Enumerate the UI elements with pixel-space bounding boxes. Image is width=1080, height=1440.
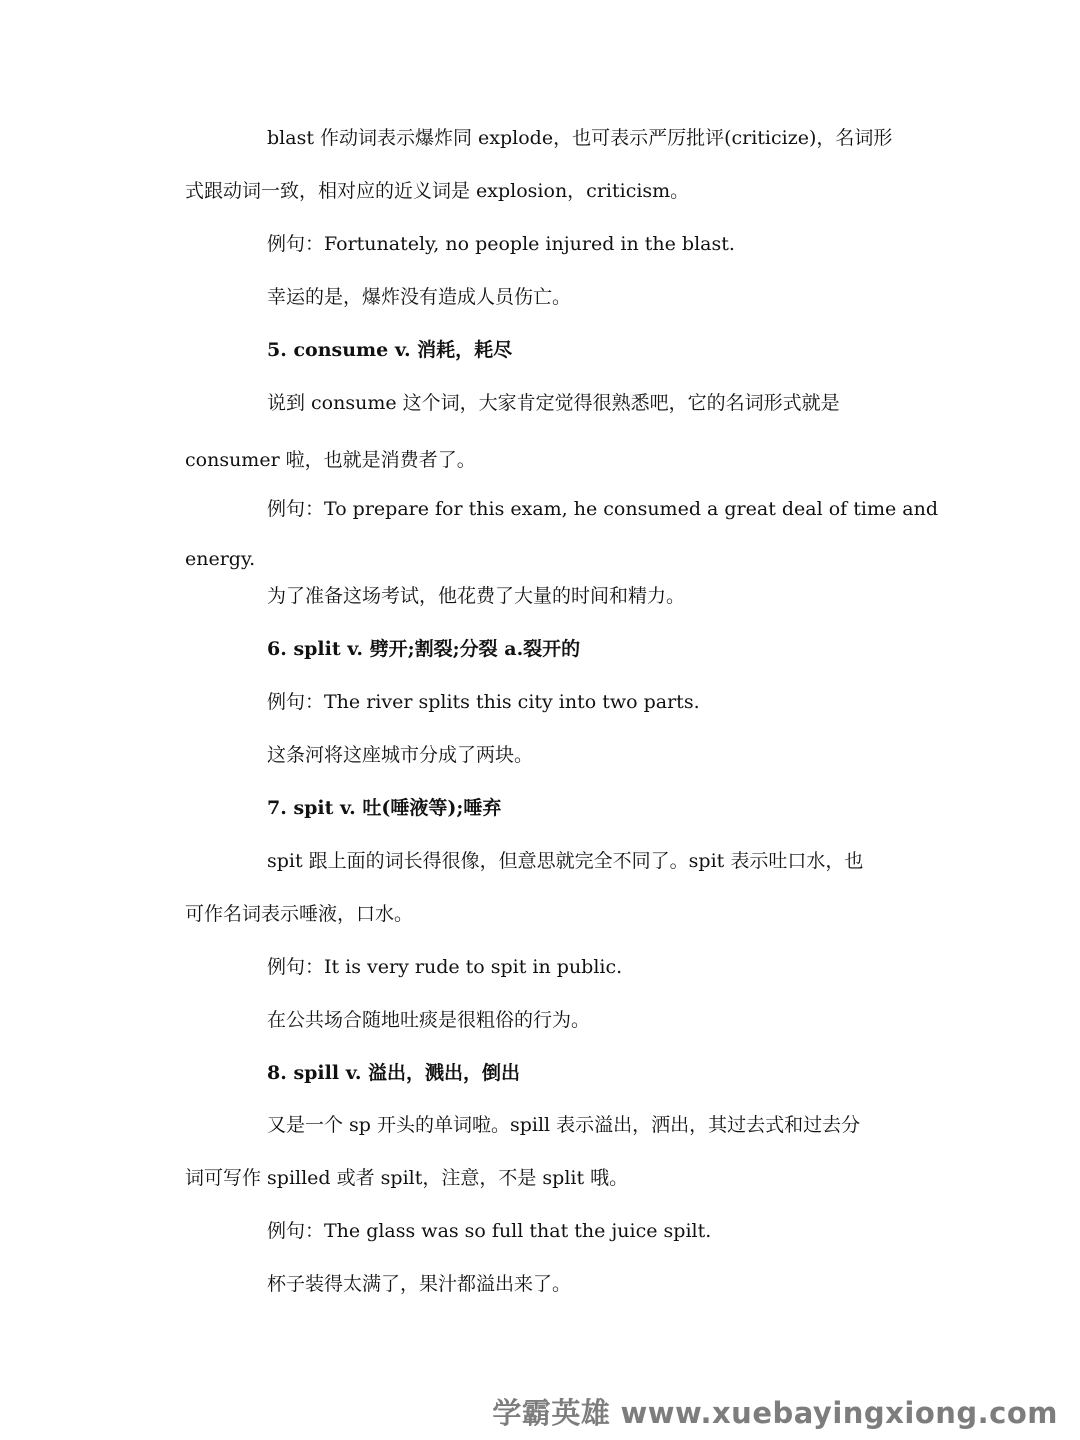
paragraph-spill-line2: 词可写作 spilled 或者 spilt，注意，不是 split 哦。 xyxy=(185,1167,629,1189)
paragraph-consume-line1: 说到 consume 这个词，大家肯定觉得很熟悉吧，它的名词形式就是 xyxy=(267,392,840,414)
watermark xyxy=(492,1391,1058,1432)
heading-consume: 5. consume v. 消耗，耗尽 xyxy=(267,339,513,361)
paragraph-blast-line2: 式跟动词一致，相对应的近义词是 explosion，criticism。 xyxy=(185,180,690,202)
example-sentence-spit: 例句：It is very rude to spit in public. xyxy=(267,956,623,978)
translation-blast: 幸运的是，爆炸没有造成人员伤亡。 xyxy=(267,286,572,308)
paragraph-spill-line1: 又是一个 sp 开头的单词啦。spill 表示溢出，洒出，其过去式和过去分 xyxy=(267,1114,861,1136)
heading-split: 6. split v. 劈开;割裂;分裂 a.裂开的 xyxy=(267,638,581,660)
example-sentence-spill: 例句：The glass was so full that the juice spilt. xyxy=(267,1220,712,1242)
watermark-url: www.xuebayingxiong.com xyxy=(620,1396,1058,1430)
heading-spill: 8. spill v. 溢出，溅出，倒出 xyxy=(267,1062,521,1084)
example-sentence-blast: 例句：Fortunately, no people injured in the blast. xyxy=(267,233,735,255)
example-sentence-consume-line1: 例句：To prepare for this exam, he consumed a great deal of time and xyxy=(267,498,938,520)
example-sentence-consume-line2: energy. xyxy=(185,548,256,570)
translation-split: 这条河将这座城市分成了两块。 xyxy=(267,744,534,766)
watermark-brand: 学霸英雄 xyxy=(492,1396,611,1430)
paragraph-spit-line1: spit 跟上面的词长得很像，但意思就完全不同了。spit 表示吐口水，也 xyxy=(267,850,864,872)
translation-spit: 在公共场合随地吐痰是很粗俗的行为。 xyxy=(267,1009,591,1031)
translation-consume: 为了准备这场考试，他花费了大量的时间和精力。 xyxy=(267,585,686,607)
paragraph-blast-line1: blast 作动词表示爆炸同 explode，也可表示严厉批评(criticize)，名词形 xyxy=(267,127,893,149)
translation-spill: 杯子装得太满了，果汁都溢出来了。 xyxy=(267,1273,572,1295)
heading-spit: 7. spit v. 吐(唾液等);唾弃 xyxy=(267,797,502,819)
paragraph-consume-line2: consumer 啦，也就是消费者了。 xyxy=(185,449,476,471)
example-sentence-split: 例句：The river splits this city into two parts. xyxy=(267,691,700,713)
paragraph-spit-line2: 可作名词表示唾液，口水。 xyxy=(185,903,414,925)
